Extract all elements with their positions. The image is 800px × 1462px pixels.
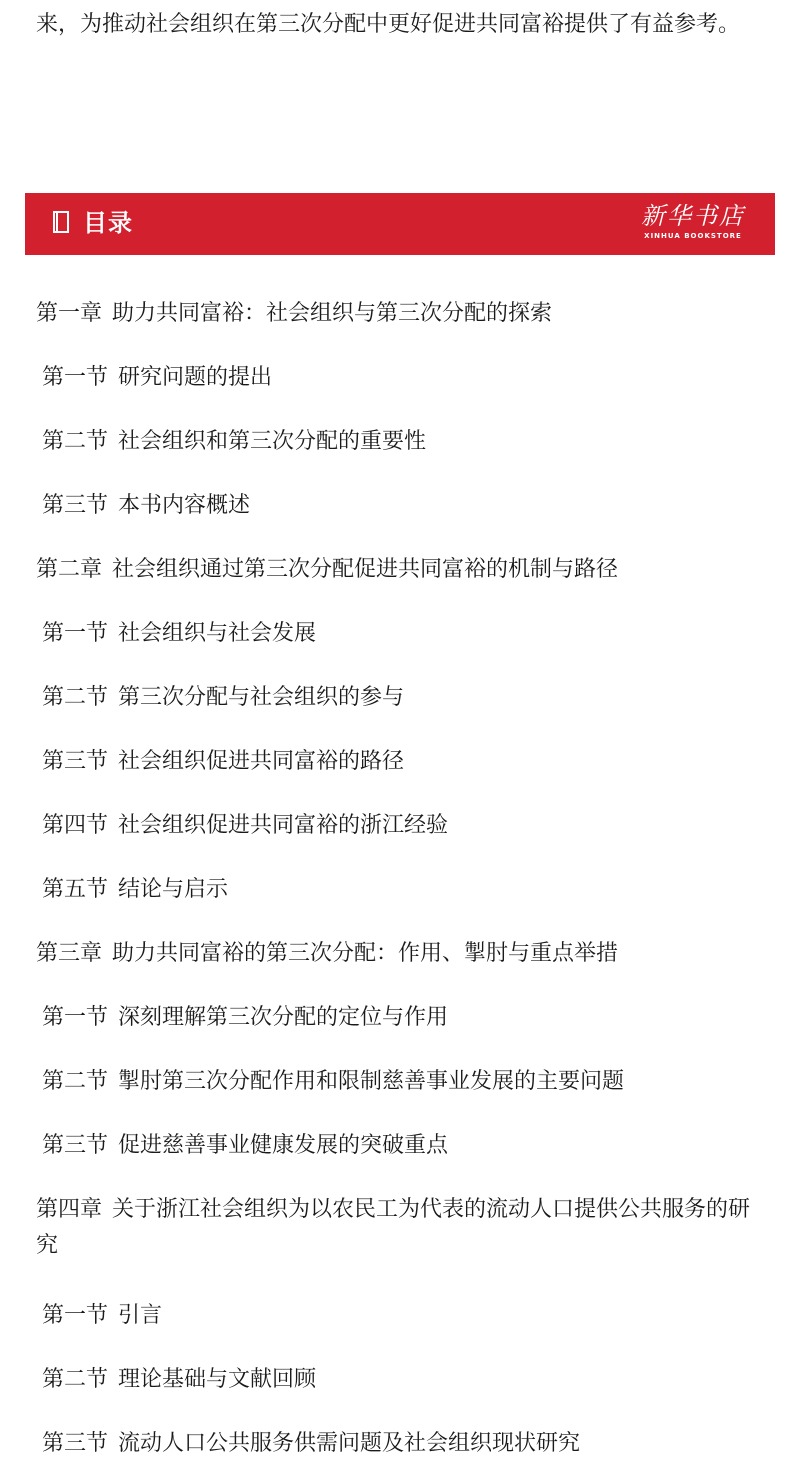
toc-title-text: 关于浙江社会组织为以农民工为代表的流动人口提供公共服务的研究: [36, 1197, 751, 1258]
toc-section[interactable]: [42, 1426, 580, 1462]
toc-section[interactable]: [42, 424, 426, 460]
toc-title-text: 流动人口公共服务供需问题及社会组织现状研究: [118, 1431, 581, 1456]
toc-title-text: 社会组织促进共同富裕的路径: [118, 749, 405, 774]
toc-title-text: 引言: [118, 1303, 163, 1328]
toc-title-text: 理论基础与文献回顾: [118, 1367, 317, 1392]
toc-title-text: 本书内容概述: [118, 493, 251, 518]
toc-number: 第三章: [36, 941, 103, 966]
toc-number: 第三节: [42, 1133, 109, 1158]
toc-title-text: 掣肘第三次分配作用和限制慈善事业发展的主要问题: [118, 1069, 625, 1094]
toc-number: 第三节: [42, 749, 109, 774]
toc-chapter[interactable]: [36, 1192, 756, 1264]
toc-title-text: 结论与启示: [118, 877, 229, 902]
toc-number: 第二节: [42, 1069, 109, 1094]
toc-number: 第一节: [42, 621, 109, 646]
toc-banner: [25, 193, 775, 255]
toc-title-text: 助力共同富裕：社会组织与第三次分配的探索: [112, 301, 553, 326]
toc-number: 第三节: [42, 1431, 109, 1456]
toc-number: 第一节: [42, 1303, 109, 1328]
toc-number: 第四章: [36, 1197, 103, 1222]
toc-section[interactable]: [42, 872, 228, 908]
toc-section[interactable]: [42, 1128, 448, 1164]
toc-title-text: 研究问题的提出: [118, 365, 273, 390]
toc-number: 第三节: [42, 493, 109, 518]
toc-title-text: 社会组织通过第三次分配促进共同富裕的机制与路径: [112, 557, 619, 582]
toc-number: 第五节: [42, 877, 109, 902]
toc-number: 第二节: [42, 1367, 109, 1392]
book-icon: [53, 211, 69, 233]
toc-section[interactable]: [42, 680, 404, 716]
toc-title-text: 第三次分配与社会组织的参与: [118, 685, 405, 710]
toc-section[interactable]: [42, 1362, 316, 1398]
toc-chapter[interactable]: [36, 296, 552, 332]
toc-section[interactable]: [42, 744, 404, 780]
toc-chapter[interactable]: [36, 552, 618, 588]
xinhua-bookstore-logo: [639, 201, 747, 247]
toc-number: 第一节: [42, 1005, 109, 1030]
toc-section[interactable]: [42, 616, 316, 652]
toc-section[interactable]: [42, 808, 448, 844]
toc-number: 第二节: [42, 685, 109, 710]
toc-number: 第四节: [42, 813, 109, 838]
toc-title-text: 社会组织促进共同富裕的浙江经验: [118, 813, 449, 838]
toc-title-text: 促进慈善事业健康发展的突破重点: [118, 1133, 449, 1158]
toc-number: 第二节: [42, 429, 109, 454]
toc-title-text: 社会组织与社会发展: [118, 621, 317, 646]
toc-section[interactable]: [42, 1298, 162, 1334]
toc-section[interactable]: [42, 488, 250, 524]
toc-section[interactable]: [42, 360, 272, 396]
toc-title-text: 社会组织和第三次分配的重要性: [118, 429, 427, 454]
toc-section[interactable]: [42, 1064, 624, 1100]
toc-chapter[interactable]: [36, 936, 618, 972]
toc-title-text: 助力共同富裕的第三次分配：作用、掣肘与重点举措: [112, 941, 619, 966]
toc-section[interactable]: [42, 1000, 448, 1036]
toc-number: 第一章: [36, 301, 103, 326]
logo-english-text: XINHUA BOOKSTORE: [644, 232, 742, 240]
toc-number: 第二章: [36, 557, 103, 582]
logo-chinese-text: 新华书店: [641, 202, 745, 230]
toc-title-text: 深刻理解第三次分配的定位与作用: [118, 1005, 449, 1030]
toc-number: 第一节: [42, 365, 109, 390]
intro-paragraph: 来，为推动社会组织在第三次分配中更好促进共同富裕提供了有益参考。: [36, 12, 741, 37]
toc-title: 目录: [83, 209, 133, 237]
